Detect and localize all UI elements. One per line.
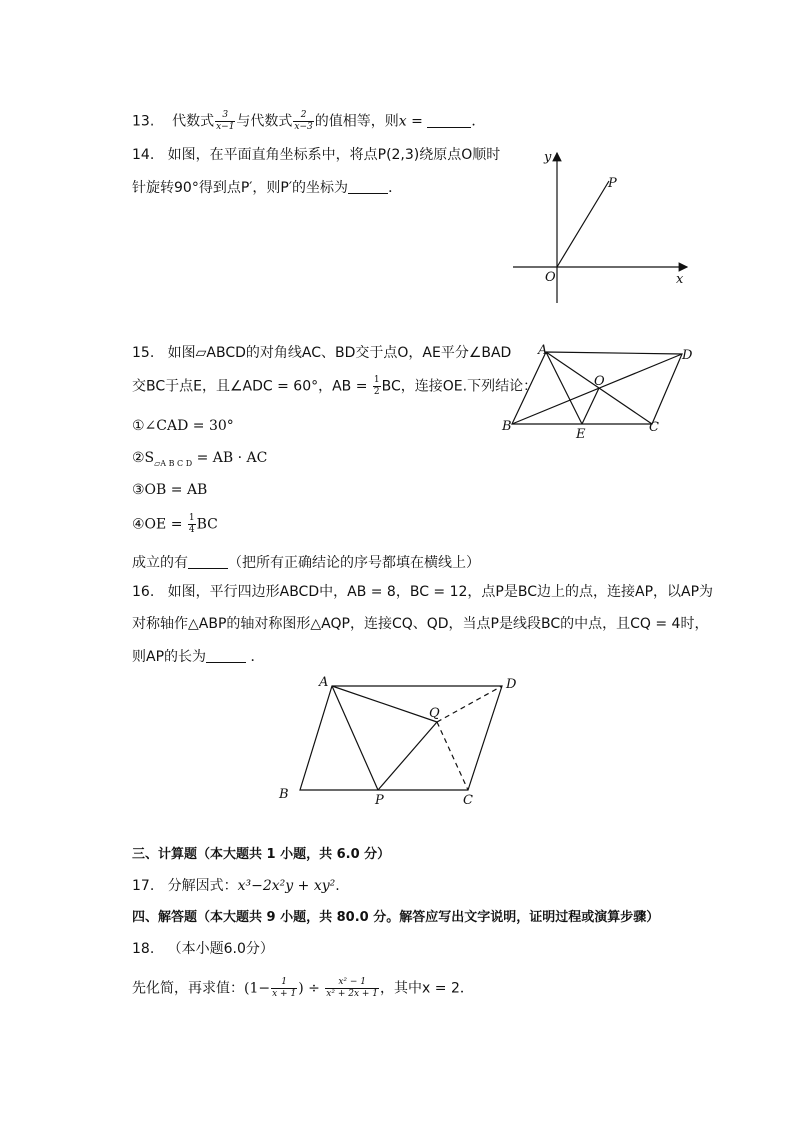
q14-label-y: y: [544, 150, 552, 165]
q16-text-3: 则AP的长为: [132, 649, 207, 665]
q15-number: 15.: [132, 345, 155, 361]
q13-text-1: 代数式: [172, 113, 215, 130]
q14-line-1: [132, 148, 500, 162]
q15-fraction: $\frac{1}{2}$: [373, 375, 380, 397]
question-13: [132, 111, 485, 132]
q16-answer-blank[interactable]: [206, 648, 246, 663]
q13-end: ．: [471, 113, 486, 130]
q15-answer-text: 成立的有: [132, 555, 188, 571]
q14-answer-blank[interactable]: [348, 179, 388, 194]
q15-line-2: [132, 376, 537, 397]
q15-answer-line: [132, 554, 480, 570]
q15-text-2a: 交BC于点E，且∠ADC = 60°，AB =: [132, 378, 372, 395]
q17-text: 分解因式：: [167, 878, 238, 894]
q16-line-1: [132, 585, 713, 599]
q16-line-2: [132, 617, 708, 631]
q14-text-2: 针旋转90°得到点P′，则P′的坐标为: [132, 180, 349, 196]
q13-number: 13.: [132, 113, 155, 130]
q15-label-e: E: [576, 427, 586, 442]
q15-line-1: [132, 346, 511, 360]
q14-label-p: P: [608, 176, 617, 191]
q15-parallelogram-figure: [498, 340, 708, 445]
q15-label-o: O: [594, 374, 605, 389]
q15-conclusion-2: $②S_{▱A B C D}$ = AB · AC: [132, 450, 268, 468]
q15-segment-ae: [546, 352, 582, 424]
q16-label-b: B: [279, 787, 289, 802]
q16-segment-qp: [378, 722, 437, 790]
question-17: [132, 879, 340, 893]
q16-number: 16.: [132, 584, 155, 600]
q16-parallelogram: [300, 686, 502, 790]
q14-text-1: 如图，在平面直角坐标系中，将点P(2,3)绕原点O顺时: [167, 147, 501, 163]
q14-label-x: x: [676, 272, 684, 287]
q15-conclusion-1: ①∠CAD = 30°: [132, 418, 234, 434]
q18-divide: ) ÷: [298, 980, 325, 997]
q15-answer-hint: （把所有正确结论的序号都填在横线上）: [228, 555, 480, 571]
q16-line-3: [132, 648, 264, 664]
q15-text-2b: BC，连接OE.下列结论：: [381, 378, 538, 395]
q13-fraction-2: $\frac{2}{x-3}$: [294, 110, 313, 132]
q18-text: 先化简，再求值：: [132, 980, 244, 997]
q17-number: 17.: [132, 878, 155, 894]
q18-fraction-2: $\frac{\text{x² − 1}}{\text{x² + 2x + 1}}$: [326, 977, 379, 999]
q16-text-1: 如图，平行四边形ABCD中，AB = 8，BC = 12，点P是BC边上的点，连接AP，以AP为: [167, 584, 714, 600]
q15-label-c: C: [649, 420, 659, 435]
q14-end: ．: [388, 180, 403, 196]
q14-line-2: [132, 179, 402, 195]
section-3-heading: 三、计算题（本大题共 1 小题，共 6.0 分）: [132, 847, 391, 862]
q18-tail: ，其中x = 2．: [380, 980, 474, 997]
q15-segment-oe: [582, 388, 599, 424]
q15-conclusion-3: ③OB = AB: [132, 482, 208, 498]
q16-label-a: A: [319, 675, 329, 690]
q17-expression: x³−2x²y + xy²: [237, 878, 336, 894]
q16-text-2: 对称轴作△ABP的轴对称图形△AQP，连接CQ、QD，当点P是线段BC的中点，且CQ = 4时，: [132, 616, 709, 632]
q14-coordinate-figure: [505, 145, 705, 310]
q16-end: ．: [250, 649, 265, 665]
q15-answer-blank[interactable]: [188, 554, 228, 569]
q16-label-q: Q: [429, 706, 440, 721]
q15-label-b: B: [502, 419, 512, 434]
q16-segment-qc: [437, 722, 468, 790]
q13-equals: =: [406, 113, 428, 130]
q14-number: 14.: [132, 147, 155, 163]
q18-fraction-1: $\frac{1}{x + 1}$: [272, 977, 297, 999]
q14-segment-op: [557, 181, 609, 267]
q16-segment-aq: [332, 686, 437, 722]
q15-text-1: 如图▱ABCD的对角线AC、BD交于点O，AE平分∠BAD: [167, 345, 512, 361]
q15-label-d: D: [682, 348, 693, 363]
q18-open-paren: (1−: [244, 980, 271, 997]
q13-answer-blank[interactable]: [427, 113, 471, 128]
q13-variable: x: [398, 113, 407, 130]
q16-label-p: P: [375, 793, 384, 808]
q18-number: 18.: [132, 941, 155, 957]
q13-text-3: 的值相等，则: [314, 113, 399, 130]
section-4-heading: 四、解答题（本大题共 9 小题，共 80.0 分。解答应写出文字说明，证明过程或演算步骤）: [132, 910, 660, 925]
q18-score: （本小题6.0分）: [167, 941, 274, 957]
q18-line-1: [132, 942, 274, 956]
q16-parallelogram-figure: [272, 670, 532, 810]
q13-text-2: 与代数式: [236, 113, 293, 130]
q17-end: .: [335, 878, 340, 894]
q16-label-c: C: [463, 793, 473, 808]
q16-segment-ap: [332, 686, 378, 790]
q16-label-d: D: [506, 677, 517, 692]
q15-conclusion-4: ④OE = $\frac{1}{4}$ BC: [132, 513, 218, 535]
q18-line-2: [132, 978, 474, 999]
q15-label-a: A: [538, 343, 548, 358]
q14-label-o: O: [545, 270, 556, 285]
q13-fraction-1: $\frac{3}{x-1}$: [216, 110, 235, 132]
